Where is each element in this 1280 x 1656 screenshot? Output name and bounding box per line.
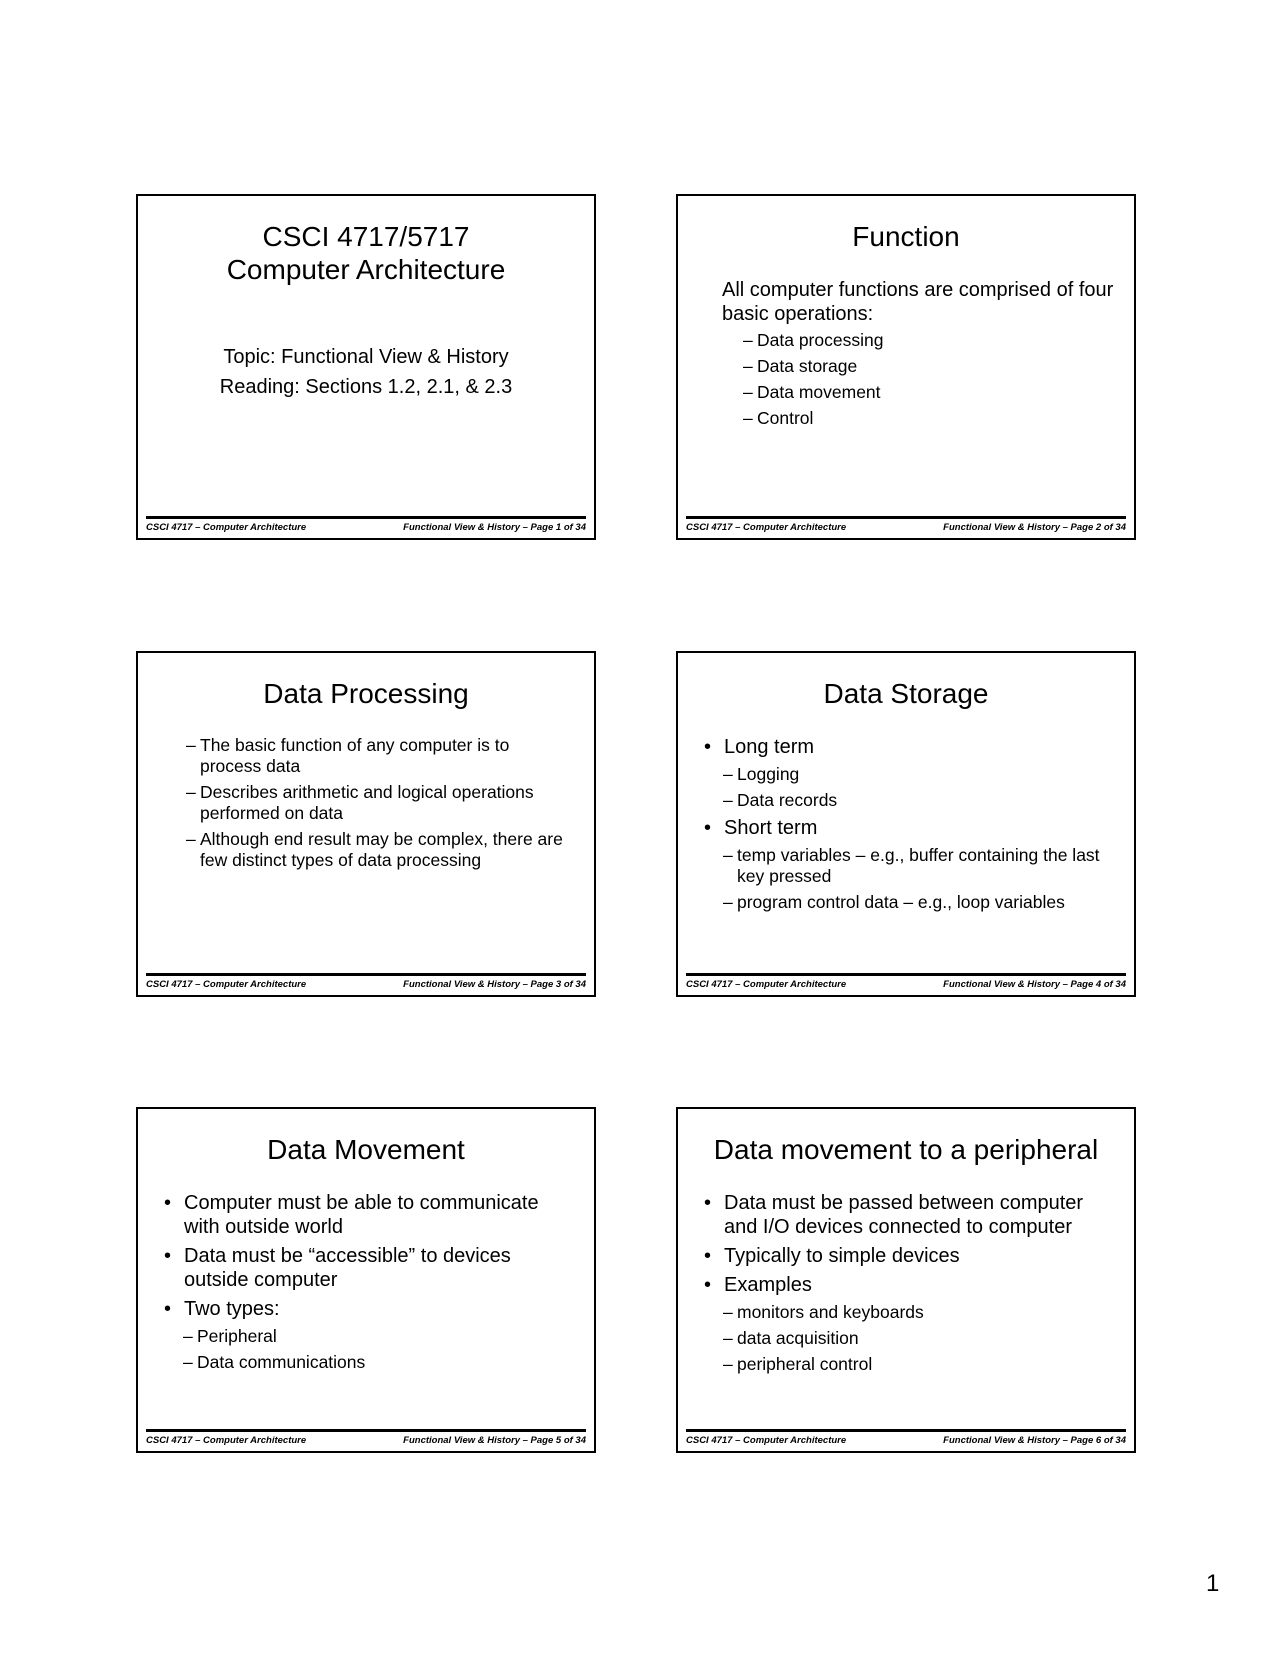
slide-body [186, 735, 574, 876]
footer-left: CSCI 4717 – Computer Architecture [686, 1435, 847, 1446]
slide-footer [686, 516, 1126, 534]
sub-item: – monitors and keyboards [723, 1302, 924, 1322]
sub-item: – Data movement [743, 382, 881, 402]
title-line: CSCI 4717/5717 [262, 221, 470, 252]
sub-item: – Data processing [743, 330, 884, 350]
footer-left: CSCI 4717 – Computer Architecture [686, 979, 847, 990]
footer-left: CSCI 4717 – Computer Architecture [146, 1435, 307, 1446]
slide-3 [136, 651, 596, 997]
footer-right: Functional View & History – Page 6 of 34 [943, 1435, 1126, 1446]
sub-item: – The basic function of any computer is to process data [186, 735, 510, 776]
slide-footer [146, 973, 586, 991]
slide-title: Function [852, 221, 960, 252]
bullet-item: • Examples [704, 1274, 812, 1296]
slide-title [138, 220, 594, 286]
slide-subtitle [138, 342, 594, 402]
slide-footer [686, 973, 1126, 991]
intro-text: All computer functions are comprised of four basic operations: [722, 279, 1114, 325]
slide-6 [676, 1107, 1136, 1453]
slide-title: Data Movement [267, 1134, 465, 1165]
sub-item: – Data storage [743, 356, 858, 376]
sub-item: – data acquisition [723, 1328, 859, 1348]
bullet-item: • Computer must be able to communicate with outside world [164, 1192, 539, 1238]
footer-left: CSCI 4717 – Computer Architecture [146, 979, 307, 990]
sub-item: – Peripheral [183, 1326, 277, 1346]
slide-5 [136, 1107, 596, 1453]
subtitle-line: Reading: Sections 1.2, 2.1, & 2.3 [219, 376, 513, 398]
footer-right: Functional View & History – Page 4 of 34 [943, 979, 1126, 990]
slide-title: Data movement to a peripheral [713, 1134, 1099, 1165]
footer-right: Functional View & History – Page 1 of 34 [403, 522, 586, 533]
bullet-item: • Long term [704, 736, 815, 758]
sub-item: – Although end result may be complex, there are few distinct types of data processing [186, 829, 563, 870]
subtitle-line: Topic: Functional View & History [223, 346, 509, 368]
footer-right: Functional View & History – Page 2 of 34 [943, 522, 1126, 533]
sub-item: – temp variables – e.g., buffer containing the last key pressed [723, 845, 1100, 886]
slide-1 [136, 194, 596, 540]
slide-body [162, 1191, 574, 1378]
slide-body [702, 735, 1114, 918]
footer-right: Functional View & History – Page 5 of 34 [403, 1435, 586, 1446]
bullet-item: • Typically to simple devices [704, 1245, 960, 1267]
slide-title: Data Storage [823, 678, 989, 709]
title-line: Computer Architecture [226, 254, 506, 285]
slide-title: Data Processing [263, 678, 469, 709]
bullet-item: • Data must be “accessible” to devices outside computer [164, 1245, 511, 1291]
slide-footer [686, 1429, 1126, 1447]
slide-body [722, 278, 1114, 434]
sub-item: – peripheral control [723, 1354, 873, 1374]
bullet-item: • Two types: [164, 1298, 280, 1320]
page-number: 1 [1206, 1570, 1220, 1597]
bullet-item: • Short term [704, 817, 818, 839]
slide-footer [146, 516, 586, 534]
footer-left: CSCI 4717 – Computer Architecture [146, 522, 307, 533]
sub-item: – program control data – e.g., loop variables [723, 892, 1065, 912]
bullet-item: • Data must be passed between computer and I/O devices connected to computer [704, 1192, 1084, 1238]
sub-item: – Data records [723, 790, 838, 810]
sub-item: – Control [743, 408, 814, 428]
slide-4 [676, 651, 1136, 997]
footer-right: Functional View & History – Page 3 of 34 [403, 979, 586, 990]
slide-2 [676, 194, 1136, 540]
sub-item: – Describes arithmetic and logical operations performed on data [186, 782, 534, 823]
sub-item: – Data communications [183, 1352, 366, 1372]
sub-item: – Logging [723, 764, 800, 784]
slide-footer [146, 1429, 586, 1447]
slide-body [702, 1191, 1114, 1380]
footer-left: CSCI 4717 – Computer Architecture [686, 522, 847, 533]
